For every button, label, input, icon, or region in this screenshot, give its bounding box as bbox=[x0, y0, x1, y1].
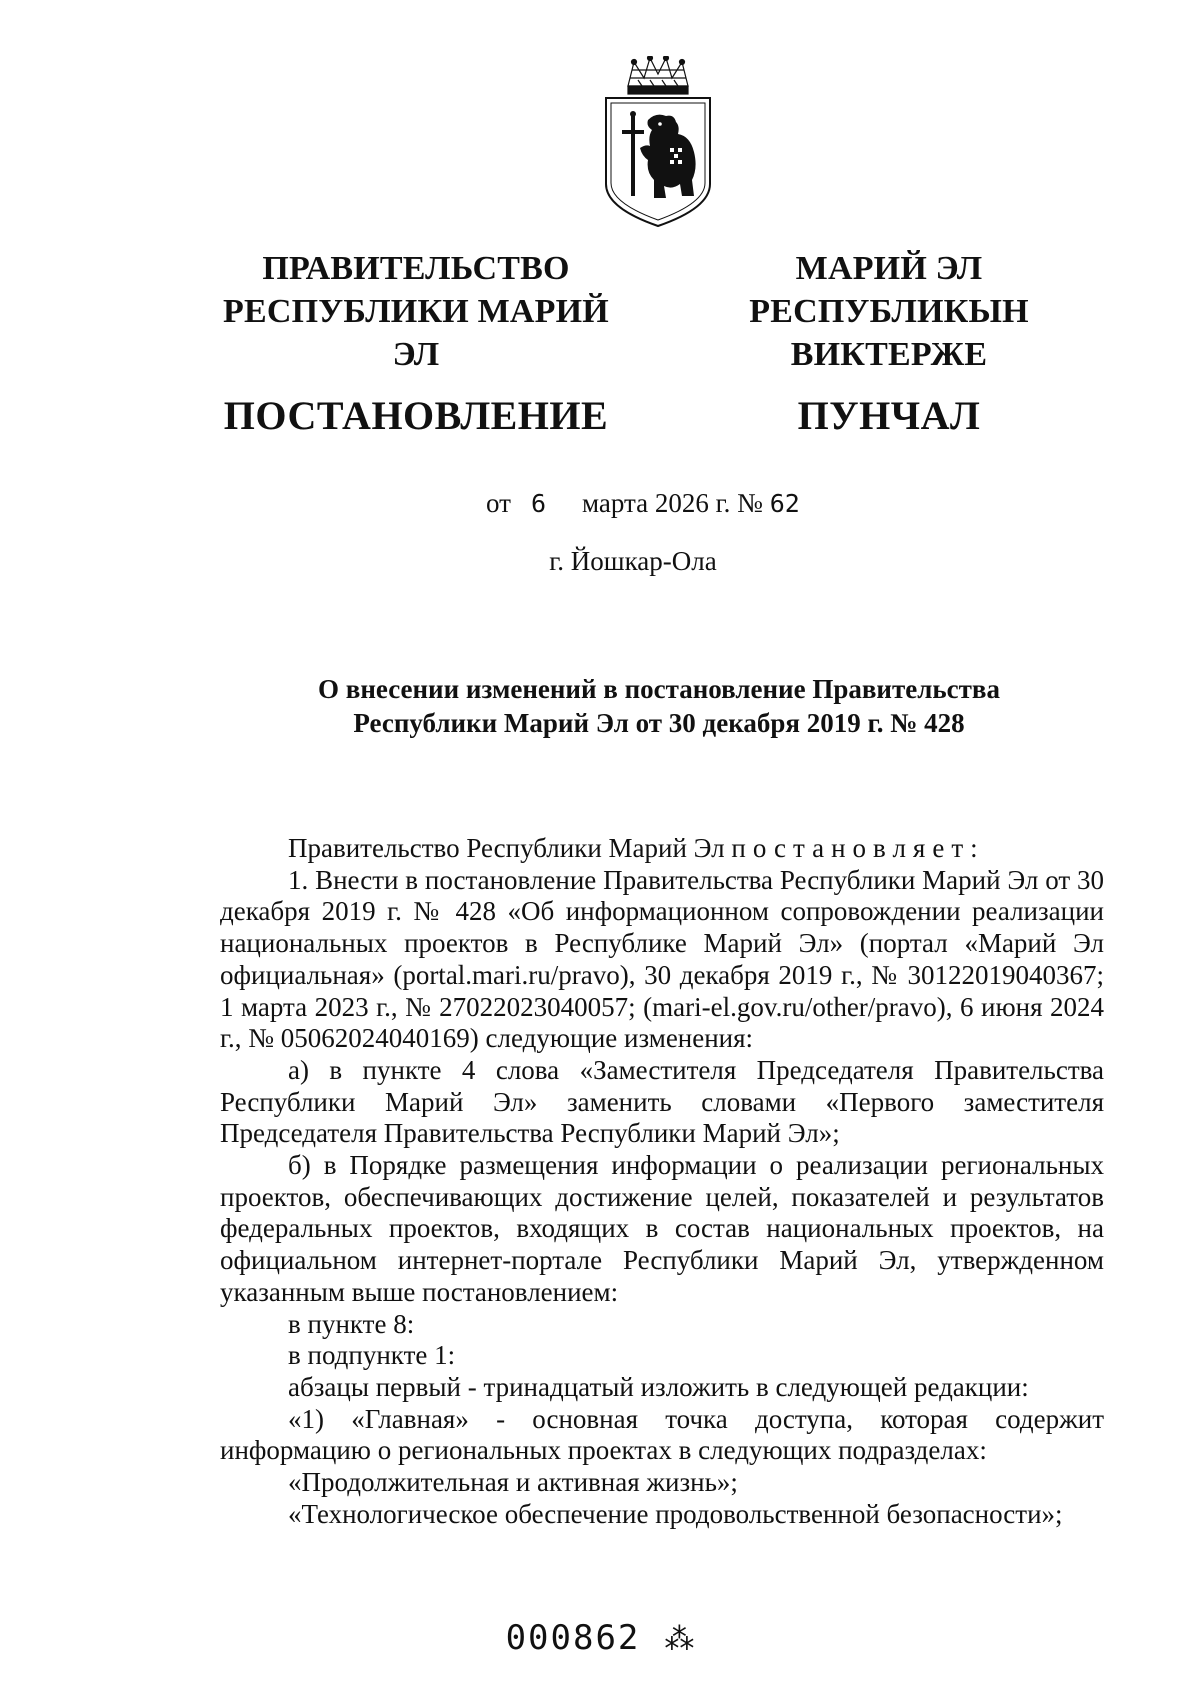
paragraph-abzacy: абзацы первый - тринадцатый изложить в следующей редакции: bbox=[288, 1371, 1029, 1402]
paragraph-a: а) в пункте 4 слова «Заместителя Председателя Правительства Республики Марий Эл» заменить словами «Первого заместителя Председателя Правительства Республики Марий Эл»; bbox=[220, 1054, 1104, 1149]
header-right-line1: МАРИЙ ЭЛ РЕСПУБЛИКЫН bbox=[749, 250, 1029, 330]
paragraph-long-life: «Продолжительная и активная жизнь»; bbox=[288, 1467, 738, 1498]
header-left-line2: РЕСПУБЛИКИ МАРИЙ ЭЛ bbox=[223, 293, 609, 373]
paragraph-b: б) в Порядке размещения информации о реализации региональных проектов, обеспечивающих достижение целей, показателей и результатов федеральных проектов, входящих в состав национальных проектов, на официальном интернет-портале Республики Марий Эл, утвержденном указанным выше постановлением: bbox=[220, 1150, 1104, 1307]
coat-of-arms-emblem bbox=[598, 56, 718, 228]
intro-text: Правительство Республики Марий Эл bbox=[288, 833, 732, 863]
footer-serial bbox=[0, 1618, 1200, 1658]
date-line bbox=[300, 488, 900, 519]
title-line1: О внесении изменений в постановление Правительства bbox=[318, 674, 1000, 704]
serial-number: 000862 bbox=[505, 1618, 641, 1658]
header-right-line2: ВИКТЕРЖЕ bbox=[790, 336, 988, 373]
date-prefix: от bbox=[486, 488, 511, 518]
intro-paragraph bbox=[220, 833, 1104, 865]
header-right-doc-kind: ПУНЧАЛ bbox=[797, 393, 981, 438]
paragraph-main-section: «1) «Главная» - основная точка доступа, которая содержит информацию о региональных проектах в следующих подразделах: bbox=[220, 1403, 1104, 1466]
ornament-mark-icon: ⁂ bbox=[664, 1622, 695, 1657]
document-number: 62 bbox=[769, 489, 800, 518]
header-left-doc-kind: ПОСТАНОВЛЕНИЕ bbox=[223, 393, 609, 438]
date-day: 6 bbox=[530, 489, 547, 518]
header-right-block bbox=[664, 247, 1114, 442]
header-left-line1: ПРАВИТЕЛЬСТВО bbox=[262, 250, 570, 287]
document-body bbox=[220, 833, 1104, 1530]
date-month-year: марта 2026 г. № bbox=[582, 488, 763, 518]
paragraph-subpoint-1: в подпункте 1: bbox=[288, 1340, 456, 1371]
paragraph-point-8: в пункте 8: bbox=[288, 1308, 415, 1339]
header-left-block bbox=[200, 247, 632, 442]
title-line2: Республики Марий Эл от 30 декабря 2019 г. № 428 bbox=[353, 708, 965, 738]
paragraph-1: 1. Внести в постановление Правительства Республики Марий Эл от 30 декабря 2019 г. № 428 «Об информационном сопровождении реализации национальных проектов в Республике Марий Эл» (портал «Марий Эл официальная» (portal.mari.ru/pravo), 30 декабря 2019 г., № 30122019040367; 1 марта 2023 г., № 27022023040057; (mari-el.gov.ru/other/pravo), 6 июня 2024 г., № 05062024040169) следующие изменения: bbox=[220, 864, 1104, 1054]
paragraph-food-security: «Технологическое обеспечение продовольственной безопасности»; bbox=[288, 1498, 1063, 1529]
city: г. Йошкар-Ола bbox=[549, 546, 717, 576]
intro-spaced-word: постановляет: bbox=[731, 833, 985, 863]
document-title bbox=[200, 672, 1118, 740]
